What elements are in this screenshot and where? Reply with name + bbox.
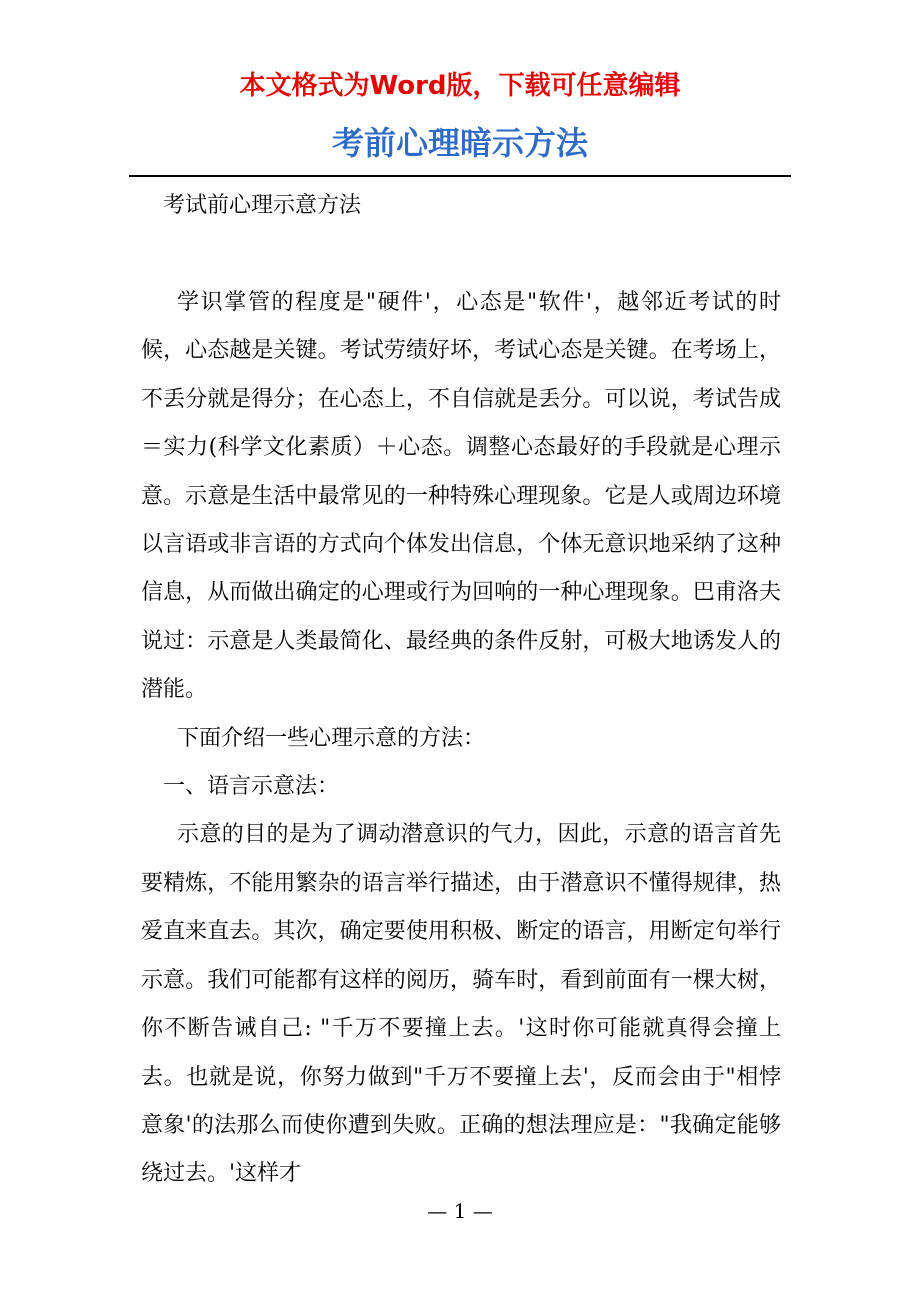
document-subtitle: 考试前心理示意方法 <box>163 193 362 218</box>
page-title: 考前心理暗示方法 <box>331 124 588 162</box>
page-number: — 1 — <box>427 1199 493 1223</box>
paragraph-intro: 学识掌管的程度是"硬件'，心态是"软件'，越邻近考试的时候，心态越是关键。考试劳绩好坏，考试心态是关键。在考场上，不丢分就是得分；在心态上，不自信就是丢分。可以说，考试告成＝实力(科学文化素质）＋心态。调整心态最好的手段就是心理示意。示意是生活中最常见的一种特殊心理现象。它是人或周边环境以言语或非言语的方式向个体发出信息，个体无意识地采纳了这种信息，从而做出确定的心理或行为回响的一种心理现象。巴甫洛夫说过：示意是人类最简化、最经典的条件反射，可极大地诱发人的潜能。 <box>141 290 781 703</box>
paragraph-method-intro: 下面介绍一些心理示意的方法： <box>177 725 486 751</box>
document-body <box>141 279 781 1199</box>
section-heading-language: 一、语言示意法： <box>163 774 340 800</box>
title-divider <box>129 175 791 177</box>
format-notice: 本文格式为Word版，下载可任意编辑 <box>239 71 681 101</box>
paragraph-language-method: 示意的目的是为了调动潜意识的气力，因此，示意的语言首先要精炼，不能用繁杂的语言举行描述，由于潜意识不懂得规律，热爱直来直去。其次，确定要使用积极、断定的语言，用断定句举行示意。我们可能都有这样的阅历，骑车时，看到前面有一棵大树，你不断告诫自己: "千万不要撞上去。'这时你可能就真得会撞上去。也就是说，你努力做到"千万不要撞上去'，反而会由于"相悖意象'的法那么而使你遭到失败。正确的想法理应是："我确定能够绕过去。'这样才 <box>141 822 781 1187</box>
